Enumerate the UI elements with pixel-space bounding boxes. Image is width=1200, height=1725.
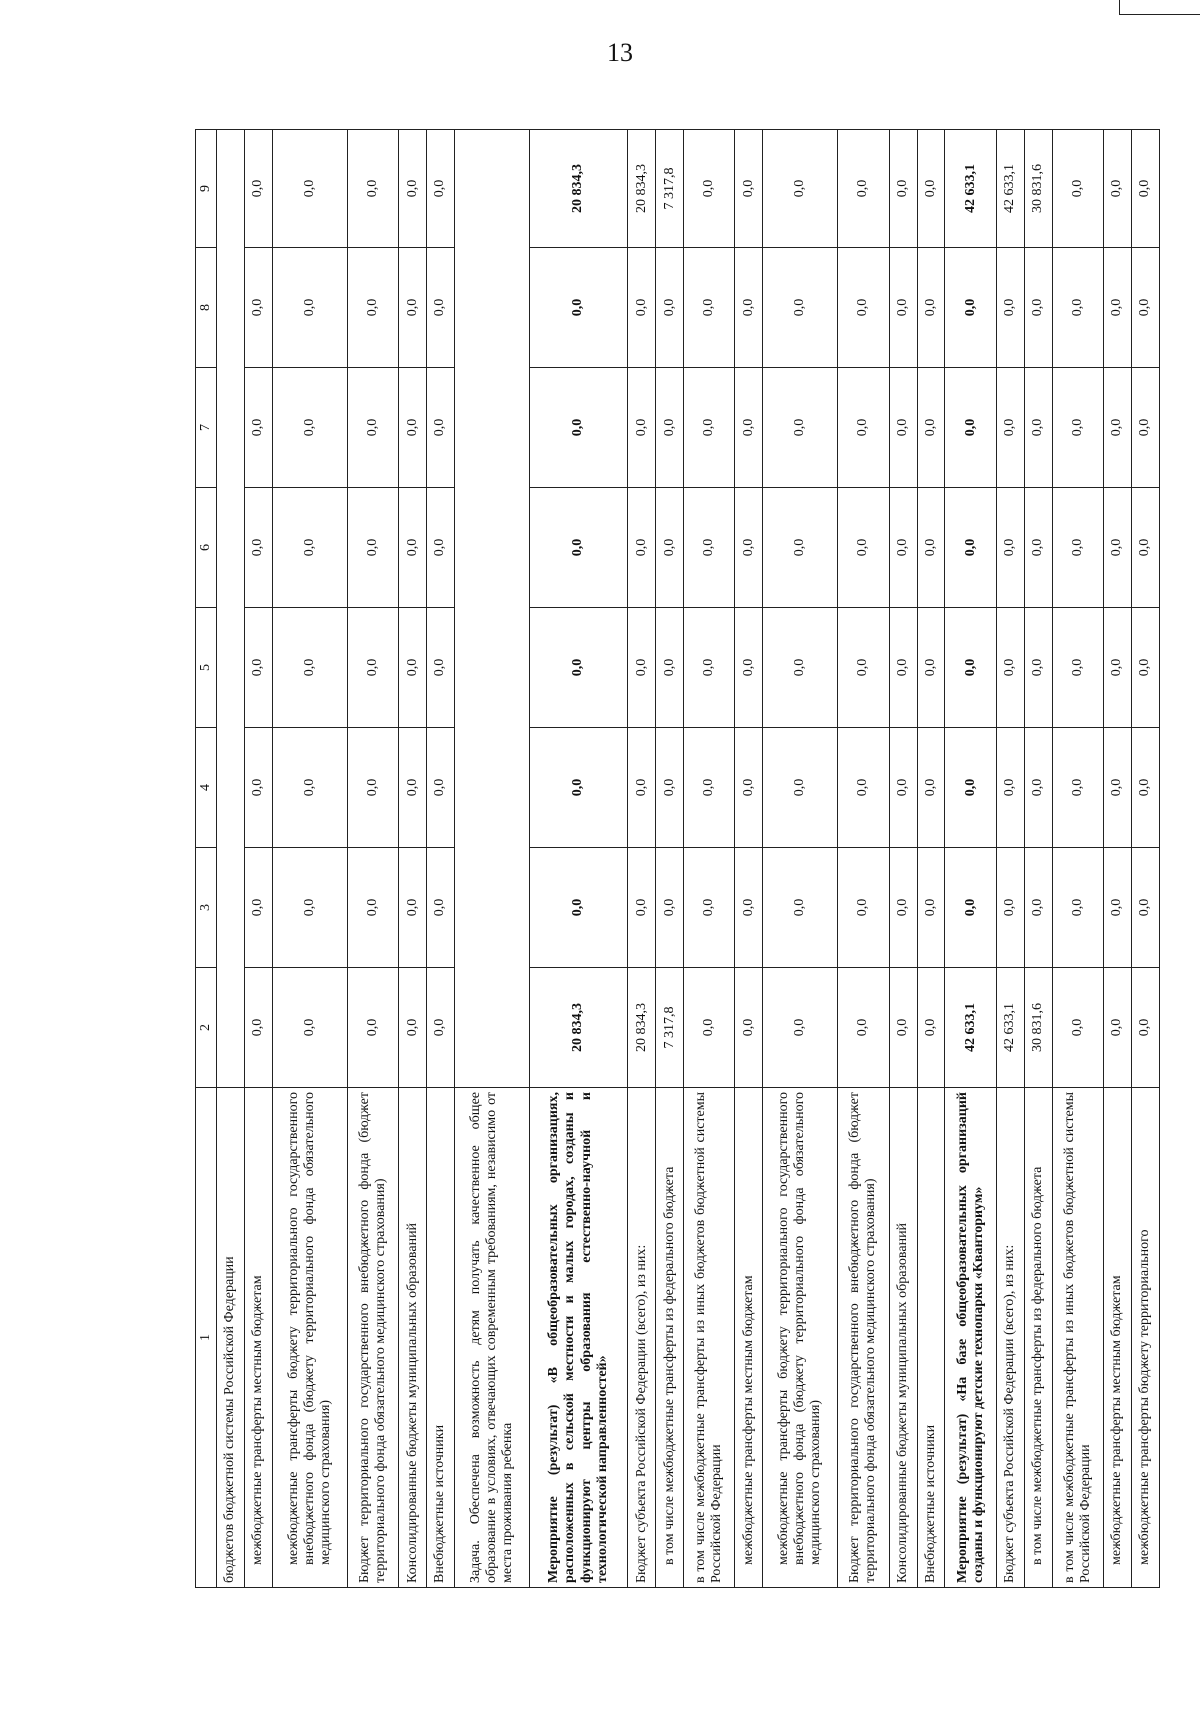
value-cell: 0,0 xyxy=(763,488,838,608)
value-cell: 0,0 xyxy=(1052,130,1103,248)
value-cell: 0,0 xyxy=(889,848,917,968)
value-cell: 0,0 xyxy=(1131,248,1159,368)
value-cell: 0,0 xyxy=(628,368,656,488)
row-label: Внебюджетные источники xyxy=(427,1088,455,1588)
rotated-table-container xyxy=(195,130,1160,1588)
value-cell: 0,0 xyxy=(763,848,838,968)
value-cell: 0,0 xyxy=(1052,368,1103,488)
value-cell: 0,0 xyxy=(427,248,455,368)
task-label: Задача. Обеспечена возможность детям получать качественное общее образование в условиях, отвечающих современным требованиям, независимо от места проживания ребенка xyxy=(454,1088,529,1588)
value-cell: 0,0 xyxy=(399,368,427,488)
value-cell: 0,0 xyxy=(1052,488,1103,608)
value-cell: 0,0 xyxy=(917,848,945,968)
value-cell: 0,0 xyxy=(1024,488,1052,608)
value-cell: 0,0 xyxy=(272,488,347,608)
table-row xyxy=(529,130,627,1588)
row-label: в том числе межбюджетные трансферты из иных бюджетов бюджетной системы Российской Федерации xyxy=(1052,1088,1103,1588)
table-row xyxy=(945,130,996,1588)
row-label: Консолидированные бюджеты муниципальных образований xyxy=(399,1088,427,1588)
table-row xyxy=(628,130,656,1588)
row-label: Бюджет субъекта Российской Федерации (всего), из них: xyxy=(996,1088,1024,1588)
value-cell: 0,0 xyxy=(996,488,1024,608)
value-cell: 0,0 xyxy=(1052,848,1103,968)
value-cell: 0,0 xyxy=(347,130,398,248)
value-cell: 0,0 xyxy=(1024,248,1052,368)
value-cell: 0,0 xyxy=(1024,608,1052,728)
value-cell: 0,0 xyxy=(838,728,889,848)
row-label: Консолидированные бюджеты муниципальных образований xyxy=(889,1088,917,1588)
value-cell: 0,0 xyxy=(917,968,945,1088)
column-header: 3 xyxy=(196,848,217,968)
value-cell: 0,0 xyxy=(1052,608,1103,728)
row-label: межбюджетные трансферты бюджету территориального xyxy=(1131,1088,1159,1588)
value-cell: 0,0 xyxy=(656,368,684,488)
row-label: в том числе межбюджетные трансферты из федерального бюджета xyxy=(1024,1088,1052,1588)
table-row xyxy=(684,130,735,1588)
value-cell: 0,0 xyxy=(996,608,1024,728)
column-header: 8 xyxy=(196,248,217,368)
value-cell: 0,0 xyxy=(735,608,763,728)
value-cell: 0,0 xyxy=(917,488,945,608)
value-cell: 0,0 xyxy=(1131,608,1159,728)
row-label: межбюджетные трансферты бюджету территориального государственного внебюджетного фонда (бюджету территориального фонда обязательного медицинского страхования) xyxy=(763,1088,838,1588)
value-cell: 0,0 xyxy=(628,848,656,968)
row-label: Бюджет субъекта Российской Федерации (всего), из них: xyxy=(628,1088,656,1588)
value-cell: 0,0 xyxy=(684,368,735,488)
value-cell: 0,0 xyxy=(917,368,945,488)
value-cell: 0,0 xyxy=(272,728,347,848)
value-cell: 0,0 xyxy=(628,488,656,608)
value-cell: 0,0 xyxy=(945,848,996,968)
value-cell: 0,0 xyxy=(838,248,889,368)
value-cell: 0,0 xyxy=(763,130,838,248)
value-cell: 0,0 xyxy=(244,248,272,368)
value-cell: 0,0 xyxy=(529,248,627,368)
table-row xyxy=(1131,130,1159,1588)
page-corner-mark xyxy=(1119,0,1200,15)
value-cell: 0,0 xyxy=(656,608,684,728)
row-label: в том числе межбюджетные трансферты из федерального бюджета xyxy=(656,1088,684,1588)
value-cell: 0,0 xyxy=(996,248,1024,368)
value-cell: 0,0 xyxy=(763,608,838,728)
empty-cell xyxy=(217,130,245,1088)
value-cell: 42 633,1 xyxy=(945,968,996,1088)
value-cell: 42 633,1 xyxy=(996,130,1024,248)
value-cell: 0,0 xyxy=(427,848,455,968)
column-header: 4 xyxy=(196,728,217,848)
row-label: межбюджетные трансферты местным бюджетам xyxy=(735,1088,763,1588)
row-label: бюджетов бюджетной системы Российской Федерации xyxy=(217,1088,245,1588)
value-cell: 0,0 xyxy=(656,728,684,848)
row-label: Бюджет территориального государственного внебюджетного фонда (бюджет территориального фонда обязательного медицинского страхования) xyxy=(838,1088,889,1588)
column-header: 6 xyxy=(196,488,217,608)
table-row xyxy=(917,130,945,1588)
value-cell: 0,0 xyxy=(684,130,735,248)
column-header: 9 xyxy=(196,130,217,248)
value-cell: 0,0 xyxy=(244,130,272,248)
value-cell: 0,0 xyxy=(1131,848,1159,968)
value-cell: 0,0 xyxy=(838,608,889,728)
value-cell: 0,0 xyxy=(399,848,427,968)
value-cell: 0,0 xyxy=(684,848,735,968)
value-cell: 0,0 xyxy=(1024,728,1052,848)
value-cell: 0,0 xyxy=(838,368,889,488)
value-cell: 0,0 xyxy=(763,248,838,368)
value-cell: 0,0 xyxy=(735,130,763,248)
row-label: межбюджетные трансферты местным бюджетам xyxy=(244,1088,272,1588)
table-row xyxy=(347,130,398,1588)
table-row xyxy=(838,130,889,1588)
value-cell: 0,0 xyxy=(347,248,398,368)
value-cell: 0,0 xyxy=(347,488,398,608)
row-label: в том числе межбюджетные трансферты из иных бюджетов бюджетной системы Российской Федерации xyxy=(684,1088,735,1588)
value-cell: 0,0 xyxy=(945,368,996,488)
column-header: 7 xyxy=(196,368,217,488)
value-cell: 0,0 xyxy=(763,368,838,488)
value-cell: 0,0 xyxy=(1052,728,1103,848)
budget-table xyxy=(195,129,1160,1588)
row-label: межбюджетные трансферты местным бюджетам xyxy=(1104,1088,1132,1588)
value-cell: 0,0 xyxy=(427,968,455,1088)
value-cell: 30 831,6 xyxy=(1024,130,1052,248)
value-cell: 7 317,8 xyxy=(656,968,684,1088)
value-cell: 0,0 xyxy=(1104,488,1132,608)
value-cell: 0,0 xyxy=(1024,848,1052,968)
value-cell: 0,0 xyxy=(735,368,763,488)
value-cell: 0,0 xyxy=(347,608,398,728)
value-cell: 0,0 xyxy=(945,248,996,368)
value-cell: 0,0 xyxy=(1052,248,1103,368)
table-row xyxy=(217,130,245,1588)
value-cell: 0,0 xyxy=(427,608,455,728)
value-cell: 0,0 xyxy=(945,608,996,728)
value-cell: 0,0 xyxy=(1131,130,1159,248)
value-cell: 20 834,3 xyxy=(529,968,627,1088)
value-cell: 0,0 xyxy=(889,728,917,848)
value-cell: 0,0 xyxy=(917,130,945,248)
value-cell: 0,0 xyxy=(889,368,917,488)
column-header: 5 xyxy=(196,608,217,728)
value-cell: 0,0 xyxy=(889,488,917,608)
value-cell: 0,0 xyxy=(347,728,398,848)
table-row xyxy=(996,130,1024,1588)
value-cell: 0,0 xyxy=(917,608,945,728)
column-header: 2 xyxy=(196,968,217,1088)
value-cell: 0,0 xyxy=(427,488,455,608)
value-cell: 0,0 xyxy=(399,608,427,728)
row-label: межбюджетные трансферты бюджету территориального государственного внебюджетного фонда (бюджету территориального фонда обязательного медицинского страхования) xyxy=(272,1088,347,1588)
value-cell: 0,0 xyxy=(1104,368,1132,488)
table-header-row xyxy=(196,130,217,1588)
value-cell: 0,0 xyxy=(917,248,945,368)
value-cell: 0,0 xyxy=(399,488,427,608)
page-number: 13 xyxy=(607,38,633,67)
value-cell: 0,0 xyxy=(529,368,627,488)
value-cell: 0,0 xyxy=(996,368,1024,488)
value-cell: 0,0 xyxy=(684,728,735,848)
row-label: Внебюджетные источники xyxy=(917,1088,945,1588)
value-cell: 0,0 xyxy=(244,368,272,488)
value-cell: 0,0 xyxy=(529,608,627,728)
row-label: Мероприятие (результат) «В общеобразовательных организациях, расположенных в сельской местности и малых городах, созданы и функционируют центры образования естественно-научной и технологической направленностей» xyxy=(529,1088,627,1588)
value-cell: 0,0 xyxy=(1104,968,1132,1088)
value-cell: 0,0 xyxy=(945,728,996,848)
value-cell: 0,0 xyxy=(1104,608,1132,728)
value-cell: 0,0 xyxy=(272,368,347,488)
value-cell: 0,0 xyxy=(889,968,917,1088)
value-cell: 0,0 xyxy=(347,368,398,488)
value-cell: 0,0 xyxy=(244,848,272,968)
value-cell: 0,0 xyxy=(244,488,272,608)
table-row xyxy=(399,130,427,1588)
value-cell: 0,0 xyxy=(684,248,735,368)
value-cell: 0,0 xyxy=(1131,968,1159,1088)
table-row xyxy=(244,130,272,1588)
column-header: 1 xyxy=(196,1088,217,1588)
row-label: Мероприятие (результат) «На базе общеобразовательных организаций созданы и функционируют детские технопарки «Кванториум» xyxy=(945,1088,996,1588)
value-cell: 0,0 xyxy=(272,968,347,1088)
value-cell: 0,0 xyxy=(399,968,427,1088)
value-cell: 0,0 xyxy=(1131,488,1159,608)
value-cell: 0,0 xyxy=(427,130,455,248)
table-row xyxy=(1052,130,1103,1588)
table-body xyxy=(196,130,1160,1588)
value-cell: 0,0 xyxy=(399,248,427,368)
value-cell: 0,0 xyxy=(889,130,917,248)
value-cell: 0,0 xyxy=(996,848,1024,968)
value-cell: 0,0 xyxy=(1131,728,1159,848)
value-cell: 0,0 xyxy=(272,608,347,728)
table-row xyxy=(735,130,763,1588)
value-cell: 0,0 xyxy=(427,368,455,488)
value-cell: 0,0 xyxy=(628,248,656,368)
value-cell: 0,0 xyxy=(399,728,427,848)
value-cell: 0,0 xyxy=(399,130,427,248)
value-cell: 0,0 xyxy=(628,608,656,728)
value-cell: 0,0 xyxy=(735,488,763,608)
value-cell: 0,0 xyxy=(1052,968,1103,1088)
value-cell: 0,0 xyxy=(735,848,763,968)
value-cell: 0,0 xyxy=(684,968,735,1088)
value-cell: 0,0 xyxy=(656,848,684,968)
value-cell: 0,0 xyxy=(838,848,889,968)
value-cell: 20 834,3 xyxy=(529,130,627,248)
value-cell: 0,0 xyxy=(529,728,627,848)
table-row xyxy=(427,130,455,1588)
value-cell: 0,0 xyxy=(656,488,684,608)
value-cell: 0,0 xyxy=(1104,848,1132,968)
value-cell: 0,0 xyxy=(763,968,838,1088)
value-cell: 0,0 xyxy=(427,728,455,848)
value-cell: 0,0 xyxy=(945,488,996,608)
value-cell: 0,0 xyxy=(1024,368,1052,488)
value-cell: 0,0 xyxy=(628,728,656,848)
value-cell: 42 633,1 xyxy=(996,968,1024,1088)
value-cell: 0,0 xyxy=(347,848,398,968)
value-cell: 42 633,1 xyxy=(945,130,996,248)
value-cell: 0,0 xyxy=(735,968,763,1088)
value-cell: 0,0 xyxy=(656,248,684,368)
value-cell: 0,0 xyxy=(272,248,347,368)
value-cell: 30 831,6 xyxy=(1024,968,1052,1088)
value-cell: 0,0 xyxy=(244,608,272,728)
table-row xyxy=(1104,130,1132,1588)
value-cell: 0,0 xyxy=(684,488,735,608)
value-cell: 0,0 xyxy=(1104,130,1132,248)
empty-cell xyxy=(454,130,529,1088)
value-cell: 0,0 xyxy=(529,848,627,968)
value-cell: 0,0 xyxy=(272,848,347,968)
table-row xyxy=(763,130,838,1588)
value-cell: 0,0 xyxy=(735,248,763,368)
value-cell: 0,0 xyxy=(1131,368,1159,488)
value-cell: 0,0 xyxy=(272,130,347,248)
value-cell: 0,0 xyxy=(996,728,1024,848)
table-row xyxy=(889,130,917,1588)
value-cell: 7 317,8 xyxy=(656,130,684,248)
value-cell: 0,0 xyxy=(1104,728,1132,848)
table-row xyxy=(1024,130,1052,1588)
value-cell: 0,0 xyxy=(889,248,917,368)
value-cell: 0,0 xyxy=(347,968,398,1088)
value-cell: 20 834,3 xyxy=(628,968,656,1088)
value-cell: 0,0 xyxy=(1104,248,1132,368)
value-cell: 20 834,3 xyxy=(628,130,656,248)
value-cell: 0,0 xyxy=(529,488,627,608)
value-cell: 0,0 xyxy=(838,130,889,248)
value-cell: 0,0 xyxy=(735,728,763,848)
row-label: Бюджет территориального государственного внебюджетного фонда (бюджет территориального фонда обязательного медицинского страхования) xyxy=(347,1088,398,1588)
value-cell: 0,0 xyxy=(917,728,945,848)
value-cell: 0,0 xyxy=(889,608,917,728)
value-cell: 0,0 xyxy=(838,968,889,1088)
table-row xyxy=(656,130,684,1588)
table-row xyxy=(272,130,347,1588)
value-cell: 0,0 xyxy=(763,728,838,848)
table-row xyxy=(454,130,529,1588)
value-cell: 0,0 xyxy=(244,968,272,1088)
value-cell: 0,0 xyxy=(244,728,272,848)
value-cell: 0,0 xyxy=(838,488,889,608)
value-cell: 0,0 xyxy=(684,608,735,728)
